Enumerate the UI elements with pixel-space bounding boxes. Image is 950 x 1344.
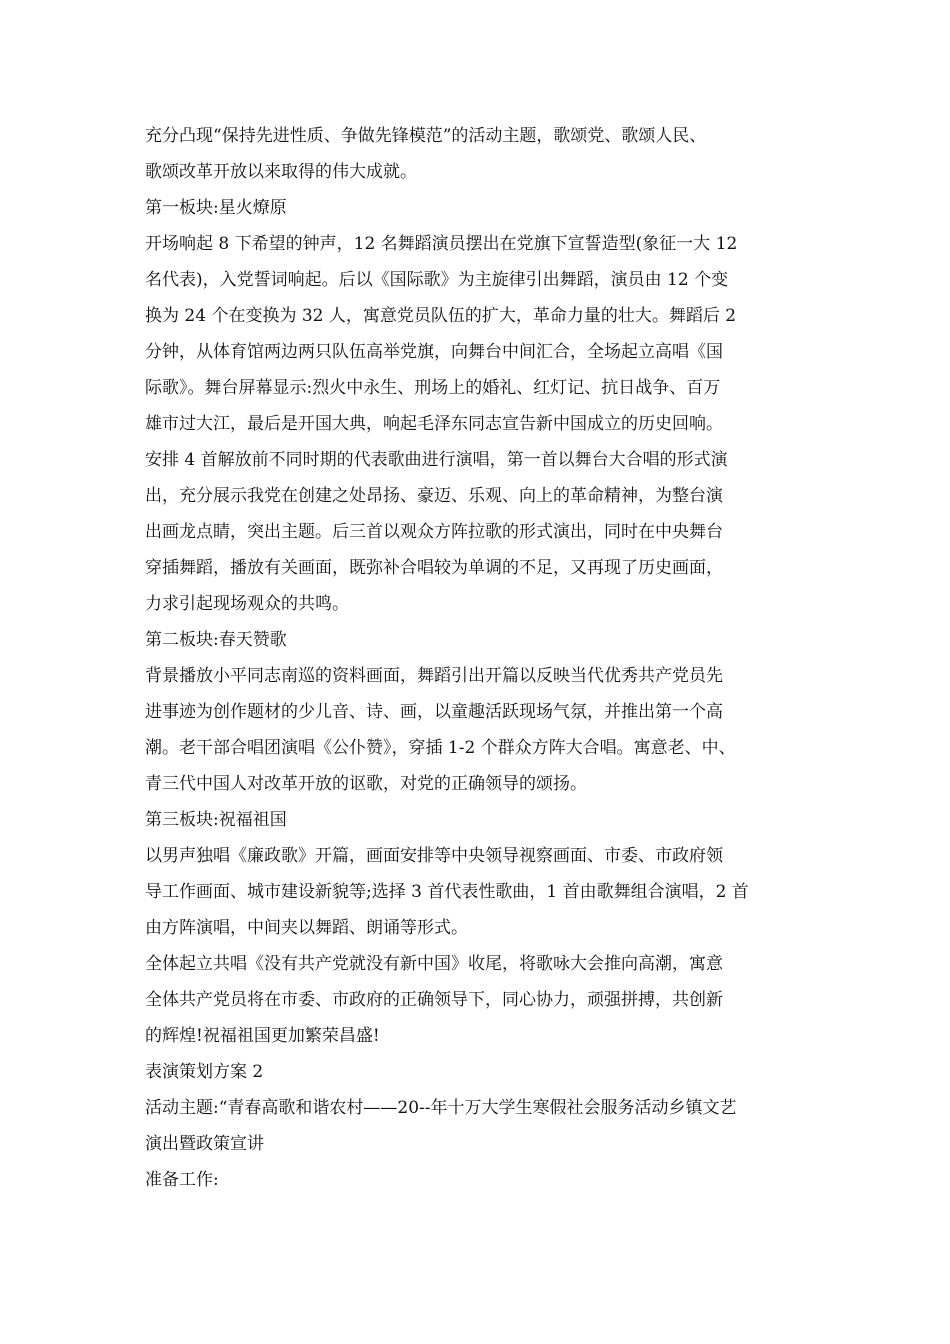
body-text-line: 际歌》。舞台屏幕显示:烈火中永生、刑场上的婚礼、红灯记、抗日战争、百万 xyxy=(145,378,721,398)
body-text-line: 背景播放小平同志南巡的资料画面，舞蹈引出开篇以反映当代优秀共产党员先 xyxy=(145,666,723,686)
body-text-line: 力求引起现场观众的共鸣。 xyxy=(145,594,349,614)
body-text-line: 的辉煌!祝福祖国更加繁荣昌盛! xyxy=(145,1026,380,1046)
body-text-line: 安排 4 首解放前不同时期的代表歌曲进行演唱，第一首以舞台大合唱的形式演 xyxy=(145,450,728,470)
body-text-line: 充分凸现“保持先进性质、争做先锋模范”的活动主题，歌颂党、歌颂人民、 xyxy=(145,126,707,146)
body-text-line: 出画龙点睛，突出主题。后三首以观众方阵拉歌的形式演出，同时在中央舞台 xyxy=(145,522,723,542)
body-text-line: 穿插舞蹈，播放有关画面，既弥补合唱较为单调的不足，又再现了历史画面， xyxy=(145,558,723,578)
body-text-line: 名代表)，入党誓词响起。后以《国际歌》为主旋律引出舞蹈，演员由 12 个变 xyxy=(145,270,729,290)
body-text-line: 全体共产党员将在市委、市政府的正确领导下，同心协力，顽强拼搏，共创新 xyxy=(145,990,723,1010)
body-text-line: 演出暨政策宣讲 xyxy=(145,1134,264,1154)
section-heading: 第三板块:祝福祖国 xyxy=(145,810,287,830)
section-heading: 第二板块:春天赞歌 xyxy=(145,630,287,650)
section-heading: 表演策划方案 2 xyxy=(145,1062,264,1082)
body-text-line: 歌颂改革开放以来取得的伟大成就。 xyxy=(145,162,417,182)
body-text-line: 全体起立共唱《没有共产党就没有新中国》收尾，将歌咏大会推向高潮，寓意 xyxy=(145,954,723,974)
section-heading: 准备工作: xyxy=(145,1170,219,1190)
body-text-line: 导工作画面、城市建设新貌等;选择 3 首代表性歌曲，1 首由歌舞组合演唱，2 首 xyxy=(145,882,749,902)
body-text-line: 换为 24 个在变换为 32 人，寓意党员队伍的扩大，革命力量的壮大。舞蹈后 2 xyxy=(145,306,737,326)
body-text-line: 活动主题:“青春高歌和谐农村——20--年十万大学生寒假社会服务活动乡镇文艺 xyxy=(145,1098,737,1118)
body-text-line: 出，充分展示我党在创建之处昂扬、豪迈、乐观、向上的革命精神，为整台演 xyxy=(145,486,723,506)
section-heading: 第一板块:星火燎原 xyxy=(145,198,287,218)
body-text-line: 雄市过大江，最后是开国大典，响起毛泽东同志宣告新中国成立的历史回响。 xyxy=(145,414,723,434)
body-text-line: 以男声独唱《廉政歌》开篇，画面安排等中央领导视察画面、市委、市政府领 xyxy=(145,846,723,866)
body-text-line: 青三代中国人对改革开放的讴歌，对党的正确领导的颂扬。 xyxy=(145,774,587,794)
body-text-line: 进事迹为创作题材的少儿音、诗、画，以童趣活跃现场气氛，并推出第一个高 xyxy=(145,702,723,722)
document-body xyxy=(145,118,825,1198)
body-text-line: 分钟，从体育馆两边两只队伍高举党旗，向舞台中间汇合，全场起立高唱《国 xyxy=(145,342,723,362)
body-text-line: 由方阵演唱，中间夹以舞蹈、朗诵等形式。 xyxy=(145,918,468,938)
body-text-line: 潮。老干部合唱团演唱《公仆赞》，穿插 1-2 个群众方阵大合唱。寓意老、中、 xyxy=(145,738,736,758)
body-text-line: 开场响起 8 下希望的钟声，12 名舞蹈演员摆出在党旗下宣誓造型(象征一大 12 xyxy=(145,234,738,254)
